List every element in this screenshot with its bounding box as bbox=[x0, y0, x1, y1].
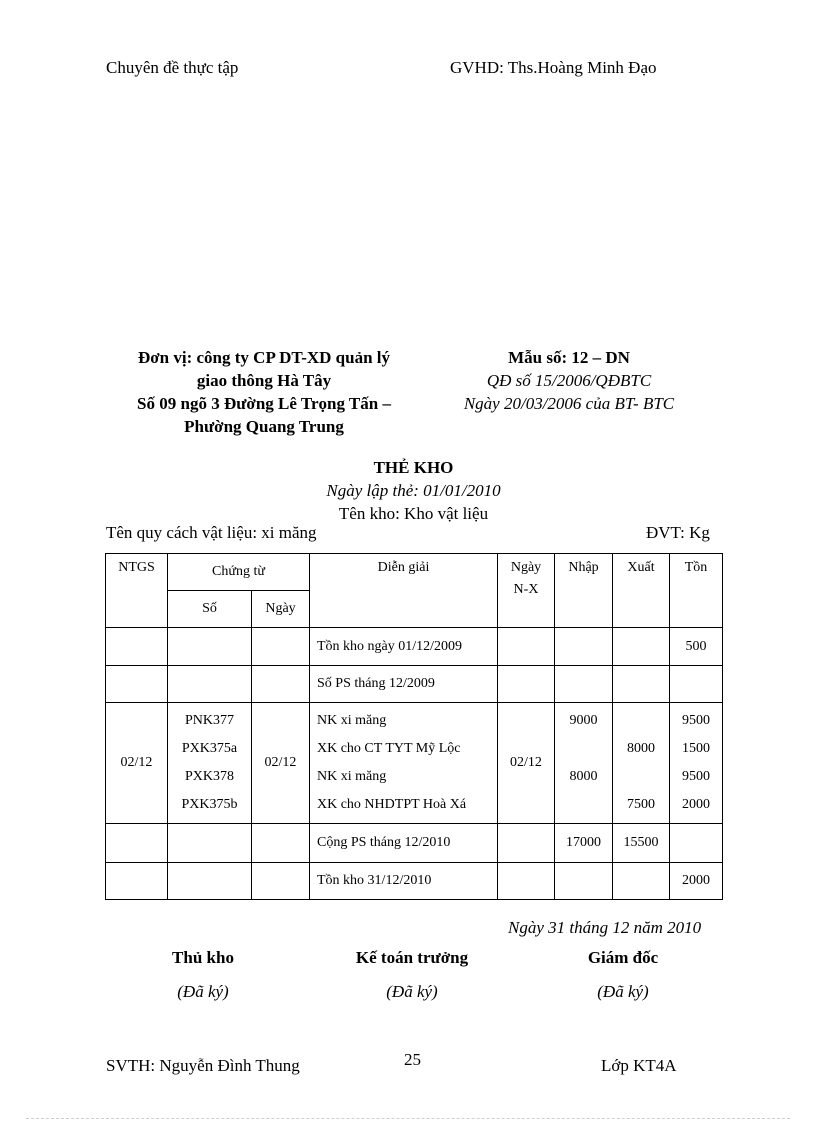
keeper-signed: (Đã ký) bbox=[177, 982, 229, 1001]
cell bbox=[670, 824, 723, 863]
accountant-title: Kế toán trưởng bbox=[355, 948, 469, 967]
accountant-signed: (Đã ký) bbox=[386, 982, 438, 1001]
cell bbox=[168, 863, 252, 900]
footer-student: SVTH: Nguyễn Đình Thung bbox=[106, 1056, 300, 1075]
cell bbox=[613, 628, 670, 666]
table-row bbox=[106, 666, 723, 703]
import-2 bbox=[555, 735, 612, 763]
cell bbox=[670, 666, 723, 703]
detail-imports bbox=[555, 703, 613, 824]
stock-1: 9500 bbox=[682, 713, 710, 728]
director-signed: (Đã ký) bbox=[597, 982, 649, 1001]
cell bbox=[106, 666, 168, 703]
warehouse-name: Tên kho: Kho vật liệu bbox=[338, 504, 489, 523]
cell bbox=[498, 628, 555, 666]
col-voucher-no: Số bbox=[168, 591, 252, 628]
footer-class: Lớp KT4A bbox=[601, 1056, 677, 1075]
voucher-2: PXK375a bbox=[181, 741, 238, 756]
export-1 bbox=[613, 707, 669, 735]
cell bbox=[252, 628, 310, 666]
cell bbox=[252, 863, 310, 900]
cell bbox=[168, 628, 252, 666]
voucher-4: PXK375b bbox=[181, 797, 238, 812]
cell bbox=[106, 824, 168, 863]
form-date: Ngày 20/03/2006 của BT- BTC bbox=[463, 394, 675, 413]
detail-exports bbox=[613, 703, 670, 824]
cell bbox=[498, 824, 555, 863]
stock-card-table bbox=[105, 553, 723, 900]
col-ntgs: NTGS bbox=[106, 554, 168, 628]
cell bbox=[252, 824, 310, 863]
cell bbox=[498, 666, 555, 703]
detail-date: 02/12 bbox=[252, 703, 310, 824]
export-2: 8000 bbox=[627, 741, 655, 756]
detail-descs bbox=[310, 703, 498, 824]
page-number: 25 bbox=[404, 1050, 421, 1069]
cell bbox=[168, 666, 252, 703]
desc-3: NK xi măng bbox=[317, 769, 387, 784]
form-code: Mẫu số: 12 – DN bbox=[508, 348, 630, 367]
desc-2: XK cho CT TYT Mỹ Lộc bbox=[317, 741, 461, 756]
table-row bbox=[106, 824, 723, 863]
cell bbox=[498, 863, 555, 900]
material-unit: ĐVT: Kg bbox=[646, 523, 710, 542]
closing-desc: Tồn kho 31/12/2010 bbox=[310, 863, 498, 900]
total-desc: Cộng PS tháng 12/2010 bbox=[310, 824, 498, 863]
cell bbox=[613, 666, 670, 703]
footer-divider bbox=[26, 1118, 790, 1119]
header-left: Chuyên đề thực tập bbox=[106, 58, 239, 77]
header-right: GVHD: Ths.Hoàng Minh Đạo bbox=[450, 58, 657, 77]
cell bbox=[106, 863, 168, 900]
col-voucher-date: Ngày bbox=[252, 591, 310, 628]
voucher-3: PXK378 bbox=[184, 769, 234, 784]
desc-1: NK xi măng bbox=[317, 713, 387, 728]
cell bbox=[555, 666, 613, 703]
detail-date-nx: 02/12 bbox=[498, 703, 555, 824]
total-export: 15500 bbox=[613, 824, 670, 863]
voucher-1: PNK377 bbox=[184, 713, 234, 728]
table-row-detail bbox=[106, 703, 723, 824]
col-description: Diễn giải bbox=[310, 554, 498, 628]
unit-line-3: Số 09 ngõ 3 Đường Lê Trọng Tấn – bbox=[137, 394, 391, 413]
col-import: Nhập bbox=[555, 554, 613, 628]
import-3: 8000 bbox=[569, 769, 598, 784]
unit-line-2: giao thông Hà Tây bbox=[196, 371, 332, 390]
table-row bbox=[106, 863, 723, 900]
form-decision: QĐ số 15/2006/QĐBTC bbox=[486, 371, 652, 390]
material-name: Tên quy cách vật liệu: xi măng bbox=[106, 523, 317, 542]
closing-stock: 2000 bbox=[670, 863, 723, 900]
cell bbox=[555, 863, 613, 900]
stock-2: 1500 bbox=[682, 741, 710, 756]
title-block bbox=[105, 456, 722, 525]
cell bbox=[555, 628, 613, 666]
col-stock: Tồn bbox=[670, 554, 723, 628]
director-title: Giám đốc bbox=[587, 948, 659, 967]
cell bbox=[106, 628, 168, 666]
import-1: 9000 bbox=[569, 713, 598, 728]
cell bbox=[252, 666, 310, 703]
creation-date: Ngày lập thẻ: 01/01/2010 bbox=[326, 481, 501, 500]
unit-line-4: Phường Quang Trung bbox=[184, 417, 344, 436]
form-block bbox=[440, 346, 698, 415]
col-export: Xuất bbox=[613, 554, 670, 628]
opening-stock: 500 bbox=[670, 628, 723, 666]
keeper-title: Thủ kho bbox=[172, 948, 234, 967]
export-3 bbox=[613, 763, 669, 791]
cell bbox=[168, 824, 252, 863]
signature-date: Ngày 31 tháng 12 năm 2010 bbox=[508, 918, 702, 937]
period-label: Số PS tháng 12/2009 bbox=[310, 666, 498, 703]
table-row bbox=[106, 628, 723, 666]
total-import: 17000 bbox=[555, 824, 613, 863]
unit-block bbox=[100, 346, 428, 438]
detail-vouchers bbox=[168, 703, 252, 824]
stock-3: 9500 bbox=[682, 769, 710, 784]
header-row-1 bbox=[106, 554, 723, 591]
detail-stocks bbox=[670, 703, 723, 824]
col-date-nx bbox=[498, 554, 555, 628]
desc-4: XK cho NHDTPT Hoà Xá bbox=[317, 797, 467, 812]
cell bbox=[613, 863, 670, 900]
page-title: THẺ KHO bbox=[373, 458, 454, 477]
col-date-nx-line-2: N-X bbox=[513, 582, 539, 597]
stock-4: 2000 bbox=[682, 797, 710, 812]
unit-line-1: Đơn vị: công ty CP DT-XD quản lý bbox=[137, 348, 391, 367]
export-4: 7500 bbox=[627, 797, 655, 812]
opening-desc: Tồn kho ngày 01/12/2009 bbox=[310, 628, 498, 666]
detail-ntgs: 02/12 bbox=[106, 703, 168, 824]
col-voucher: Chứng từ bbox=[168, 554, 310, 591]
import-4 bbox=[555, 791, 612, 819]
col-date-nx-line-1: Ngày bbox=[510, 560, 542, 575]
